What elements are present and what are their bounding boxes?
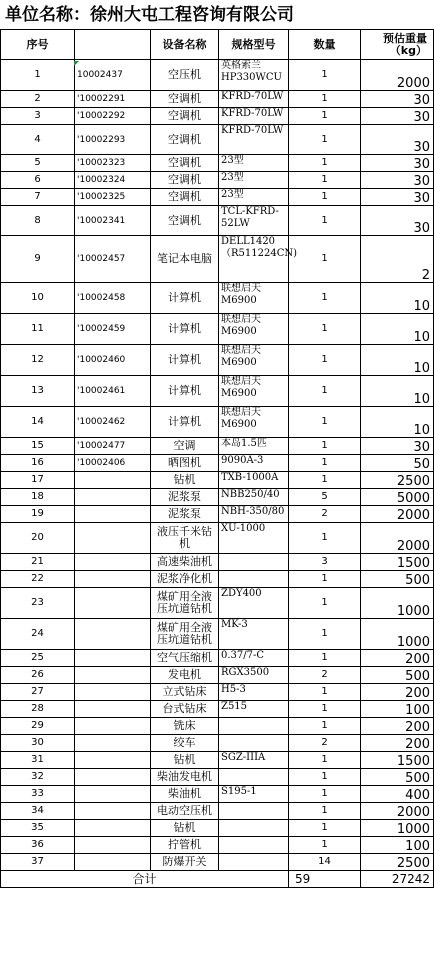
row-code: [75, 803, 151, 820]
row-no: 5: [1, 155, 75, 172]
row-no: 18: [1, 489, 75, 506]
row-spec: Z515: [219, 701, 289, 718]
row-weight: 200: [361, 735, 434, 752]
row-code: [75, 684, 151, 701]
row-code: '10002292: [75, 108, 151, 125]
row-code: [75, 571, 151, 588]
row-no: 33: [1, 786, 75, 803]
row-qty: 1: [289, 345, 361, 376]
row-spec: 本岛1.5匹: [219, 438, 289, 455]
row-weight: 10: [361, 345, 434, 376]
row-qty: 2: [289, 667, 361, 684]
table-row: [1, 108, 434, 125]
row-code: [75, 752, 151, 769]
header-spec: 规格型号: [219, 30, 289, 60]
row-name: 计算机: [151, 345, 219, 376]
row-weight: 30: [361, 125, 434, 155]
row-spec: RGX3500: [219, 667, 289, 684]
table-row: [1, 506, 434, 523]
row-code: [75, 854, 151, 871]
row-qty: 1: [289, 588, 361, 619]
row-weight: 30: [361, 438, 434, 455]
table-row: [1, 588, 434, 619]
row-spec: KFRD-70LW: [219, 125, 289, 155]
row-no: 23: [1, 588, 75, 619]
row-code: '10002323: [75, 155, 151, 172]
row-no: 12: [1, 345, 75, 376]
row-spec: [219, 718, 289, 735]
row-weight: 2000: [361, 60, 434, 91]
row-name: 空调机: [151, 91, 219, 108]
row-no: 8: [1, 206, 75, 236]
row-spec: 23型: [219, 155, 289, 172]
row-code: '10002458: [75, 283, 151, 314]
row-qty: 1: [289, 376, 361, 407]
row-weight: 30: [361, 189, 434, 206]
row-no: 32: [1, 769, 75, 786]
table-row: [1, 172, 434, 189]
row-weight: 500: [361, 769, 434, 786]
total-qty: 59: [289, 871, 361, 888]
row-name: 晒图机: [151, 455, 219, 472]
row-name: 柴油机: [151, 786, 219, 803]
table-row: [1, 752, 434, 769]
row-no: 13: [1, 376, 75, 407]
row-code: [75, 650, 151, 667]
row-name: 钻机: [151, 472, 219, 489]
row-spec: [219, 571, 289, 588]
row-spec: 英格索兰HP330WCU: [219, 60, 289, 91]
row-name: 计算机: [151, 407, 219, 438]
row-name: 泥浆泵: [151, 506, 219, 523]
row-no: 19: [1, 506, 75, 523]
row-qty: 1: [289, 786, 361, 803]
row-no: 16: [1, 455, 75, 472]
row-weight: 10: [361, 314, 434, 345]
row-name: 钻机: [151, 752, 219, 769]
row-no: 35: [1, 820, 75, 837]
row-name: 绞车: [151, 735, 219, 752]
row-code: [75, 588, 151, 619]
table-row: [1, 837, 434, 854]
row-name: 计算机: [151, 314, 219, 345]
row-code: '10002459: [75, 314, 151, 345]
row-qty: 1: [289, 314, 361, 345]
row-weight: 5000: [361, 489, 434, 506]
cell-marker-icon: [74, 61, 79, 66]
row-qty: 1: [289, 718, 361, 735]
row-name: 空调机: [151, 155, 219, 172]
row-spec: XU-1000: [219, 523, 289, 554]
table-row: [1, 314, 434, 345]
table-row: [1, 472, 434, 489]
row-code: '10002460: [75, 345, 151, 376]
row-weight: 100: [361, 701, 434, 718]
table-row: [1, 206, 434, 236]
row-no: 22: [1, 571, 75, 588]
row-code: [75, 489, 151, 506]
row-qty: 1: [289, 571, 361, 588]
row-qty: 1: [289, 619, 361, 650]
row-no: 34: [1, 803, 75, 820]
row-no: 7: [1, 189, 75, 206]
row-name: 液压千米钻机: [151, 523, 219, 554]
row-code: '10002461: [75, 376, 151, 407]
row-spec: [219, 820, 289, 837]
row-qty: 1: [289, 206, 361, 236]
header-no: 序号: [1, 30, 75, 60]
row-qty: 1: [289, 820, 361, 837]
row-spec: [219, 837, 289, 854]
row-weight: 500: [361, 571, 434, 588]
row-no: 2: [1, 91, 75, 108]
row-qty: 14: [289, 854, 361, 871]
row-name: 高速柴油机: [151, 554, 219, 571]
row-code: [75, 701, 151, 718]
table-row: [1, 667, 434, 684]
row-no: 20: [1, 523, 75, 554]
row-spec: [219, 803, 289, 820]
row-code: '10002324: [75, 172, 151, 189]
table-row: [1, 60, 434, 91]
table-row: [1, 854, 434, 871]
row-no: 36: [1, 837, 75, 854]
row-no: 25: [1, 650, 75, 667]
row-name: 钻机: [151, 820, 219, 837]
row-spec: 联想启天M6900: [219, 345, 289, 376]
row-weight: 400: [361, 786, 434, 803]
row-spec: 联想启天M6900: [219, 314, 289, 345]
row-spec: TCL-KFRD-52LW: [219, 206, 289, 236]
table-row: [1, 455, 434, 472]
row-code: [75, 472, 151, 489]
row-qty: 1: [289, 837, 361, 854]
row-spec: SGZ-IIIA: [219, 752, 289, 769]
row-code: [75, 718, 151, 735]
row-no: 27: [1, 684, 75, 701]
row-name: 煤矿用全液压坑道钻机: [151, 619, 219, 650]
row-no: 37: [1, 854, 75, 871]
row-weight: 30: [361, 108, 434, 125]
row-qty: 3: [289, 554, 361, 571]
row-spec: [219, 769, 289, 786]
row-name: 立式钻床: [151, 684, 219, 701]
total-row: [1, 871, 434, 888]
table-row: [1, 718, 434, 735]
table-row: [1, 189, 434, 206]
row-name: 空调: [151, 438, 219, 455]
header-name: 设备名称: [151, 30, 219, 60]
row-name: 柴油发电机: [151, 769, 219, 786]
row-qty: 1: [289, 701, 361, 718]
table-row: [1, 701, 434, 718]
table-row: [1, 407, 434, 438]
row-code: [75, 619, 151, 650]
row-code: [75, 667, 151, 684]
row-qty: 1: [289, 472, 361, 489]
row-qty: 1: [289, 523, 361, 554]
row-weight: 1000: [361, 588, 434, 619]
table-row: [1, 786, 434, 803]
row-name: 电动空压机: [151, 803, 219, 820]
row-weight: 30: [361, 91, 434, 108]
row-code: '10002293: [75, 125, 151, 155]
row-name: 拧管机: [151, 837, 219, 854]
row-spec: NBB250/40: [219, 489, 289, 506]
row-spec: TXB-1000A: [219, 472, 289, 489]
row-no: 29: [1, 718, 75, 735]
row-qty: 1: [289, 91, 361, 108]
total-label: 合计: [1, 871, 289, 888]
row-spec: KFRD-70LW: [219, 91, 289, 108]
row-weight: 2000: [361, 506, 434, 523]
row-no: 1: [1, 60, 75, 91]
row-qty: 1: [289, 650, 361, 667]
table-row: [1, 820, 434, 837]
row-code: [75, 837, 151, 854]
row-weight: 1000: [361, 619, 434, 650]
table-row: [1, 376, 434, 407]
table-row: [1, 438, 434, 455]
table-body: [1, 60, 434, 871]
table-row: [1, 684, 434, 701]
row-weight: 2000: [361, 803, 434, 820]
row-qty: 1: [289, 283, 361, 314]
row-no: 14: [1, 407, 75, 438]
row-qty: 1: [289, 155, 361, 172]
row-qty: 1: [289, 108, 361, 125]
row-weight: 10: [361, 376, 434, 407]
table-row: [1, 155, 434, 172]
header-row: [1, 30, 434, 60]
row-qty: 1: [289, 189, 361, 206]
table-row: [1, 803, 434, 820]
row-no: 26: [1, 667, 75, 684]
row-spec: 联想启天M6900: [219, 283, 289, 314]
row-code: [75, 523, 151, 554]
row-spec: 联想启天M6900: [219, 407, 289, 438]
row-code: 10002437: [75, 60, 151, 91]
row-name: 铣床: [151, 718, 219, 735]
row-qty: 1: [289, 172, 361, 189]
table-row: [1, 769, 434, 786]
row-qty: 1: [289, 407, 361, 438]
row-weight: 2500: [361, 854, 434, 871]
row-name: 泥浆净化机: [151, 571, 219, 588]
row-qty: 1: [289, 684, 361, 701]
row-no: 3: [1, 108, 75, 125]
row-name: 笔记本电脑: [151, 236, 219, 283]
row-name: 台式钻床: [151, 701, 219, 718]
row-code: '10002457: [75, 236, 151, 283]
row-spec: MK-3: [219, 619, 289, 650]
row-spec: 0.37/7-C: [219, 650, 289, 667]
row-qty: 1: [289, 236, 361, 283]
row-weight: 50: [361, 455, 434, 472]
header-code: [75, 30, 151, 60]
row-code: '10002477: [75, 438, 151, 455]
row-name: 泥浆泵: [151, 489, 219, 506]
row-code: '10002462: [75, 407, 151, 438]
row-weight: 10: [361, 283, 434, 314]
row-spec: 23型: [219, 172, 289, 189]
row-no: 30: [1, 735, 75, 752]
row-weight: 200: [361, 718, 434, 735]
table-row: [1, 91, 434, 108]
row-spec: KFRD-70LW: [219, 108, 289, 125]
row-no: 17: [1, 472, 75, 489]
row-weight: 500: [361, 667, 434, 684]
row-weight: 100: [361, 837, 434, 854]
table-row: [1, 523, 434, 554]
table-row: [1, 650, 434, 667]
row-qty: 1: [289, 769, 361, 786]
row-code: '10002406: [75, 455, 151, 472]
row-code: '10002341: [75, 206, 151, 236]
row-name: 计算机: [151, 376, 219, 407]
row-no: 10: [1, 283, 75, 314]
row-spec: NBH-350/80: [219, 506, 289, 523]
row-code: [75, 506, 151, 523]
row-weight: 1500: [361, 752, 434, 769]
row-name: 空调机: [151, 125, 219, 155]
table-row: [1, 283, 434, 314]
row-qty: 1: [289, 60, 361, 91]
table-row: [1, 125, 434, 155]
row-qty: 1: [289, 803, 361, 820]
row-no: 6: [1, 172, 75, 189]
table-row: [1, 236, 434, 283]
row-name: 空调机: [151, 172, 219, 189]
row-spec: [219, 554, 289, 571]
row-spec: H5-3: [219, 684, 289, 701]
row-spec: S195-1: [219, 786, 289, 803]
row-code: '10002291: [75, 91, 151, 108]
row-no: 9: [1, 236, 75, 283]
page-title: 单位名称：徐州大屯工程咨询有限公司: [5, 5, 294, 25]
table-row: [1, 619, 434, 650]
row-qty: 2: [289, 506, 361, 523]
row-qty: 1: [289, 125, 361, 155]
row-name: 煤矿用全液压坑道钻机: [151, 588, 219, 619]
row-weight: 2500: [361, 472, 434, 489]
total-weight: 27242: [361, 871, 434, 888]
row-spec: DELL1420（R511224CN): [219, 236, 289, 283]
row-spec: 23型: [219, 189, 289, 206]
row-no: 21: [1, 554, 75, 571]
row-name: 空调机: [151, 108, 219, 125]
row-weight: 30: [361, 172, 434, 189]
row-no: 15: [1, 438, 75, 455]
row-no: 31: [1, 752, 75, 769]
row-spec: [219, 735, 289, 752]
row-weight: 1000: [361, 820, 434, 837]
table-row: [1, 489, 434, 506]
row-code: [75, 820, 151, 837]
row-weight: 200: [361, 684, 434, 701]
row-qty: 5: [289, 489, 361, 506]
row-qty: 1: [289, 438, 361, 455]
row-qty: 2: [289, 735, 361, 752]
equipment-table: [0, 29, 434, 888]
row-name: 发电机: [151, 667, 219, 684]
row-qty: 1: [289, 752, 361, 769]
row-spec: 9090A-3: [219, 455, 289, 472]
row-weight: 30: [361, 206, 434, 236]
table-row: [1, 345, 434, 376]
row-name: 空调机: [151, 189, 219, 206]
row-no: 4: [1, 125, 75, 155]
row-code: [75, 735, 151, 752]
row-code: '10002325: [75, 189, 151, 206]
table-row: [1, 554, 434, 571]
row-name: 防爆开关: [151, 854, 219, 871]
row-weight: 2: [361, 236, 434, 283]
row-weight: 10: [361, 407, 434, 438]
row-weight: 200: [361, 650, 434, 667]
row-weight: 30: [361, 155, 434, 172]
row-code: [75, 769, 151, 786]
header-qty: 数量: [289, 30, 361, 60]
row-name: 空调机: [151, 206, 219, 236]
row-no: 28: [1, 701, 75, 718]
table-row: [1, 571, 434, 588]
table-row: [1, 735, 434, 752]
row-name: 空压机: [151, 60, 219, 91]
row-spec: 联想启天M6900: [219, 376, 289, 407]
row-weight: 1500: [361, 554, 434, 571]
row-weight: 2000: [361, 523, 434, 554]
row-qty: 1: [289, 455, 361, 472]
row-spec: ZDY400: [219, 588, 289, 619]
row-name: 空气压缩机: [151, 650, 219, 667]
row-name: 计算机: [151, 283, 219, 314]
row-no: 11: [1, 314, 75, 345]
row-no: 24: [1, 619, 75, 650]
row-code: [75, 554, 151, 571]
row-code: [75, 786, 151, 803]
row-spec: [219, 854, 289, 871]
header-weight: 预估重量（kg）: [361, 30, 434, 60]
